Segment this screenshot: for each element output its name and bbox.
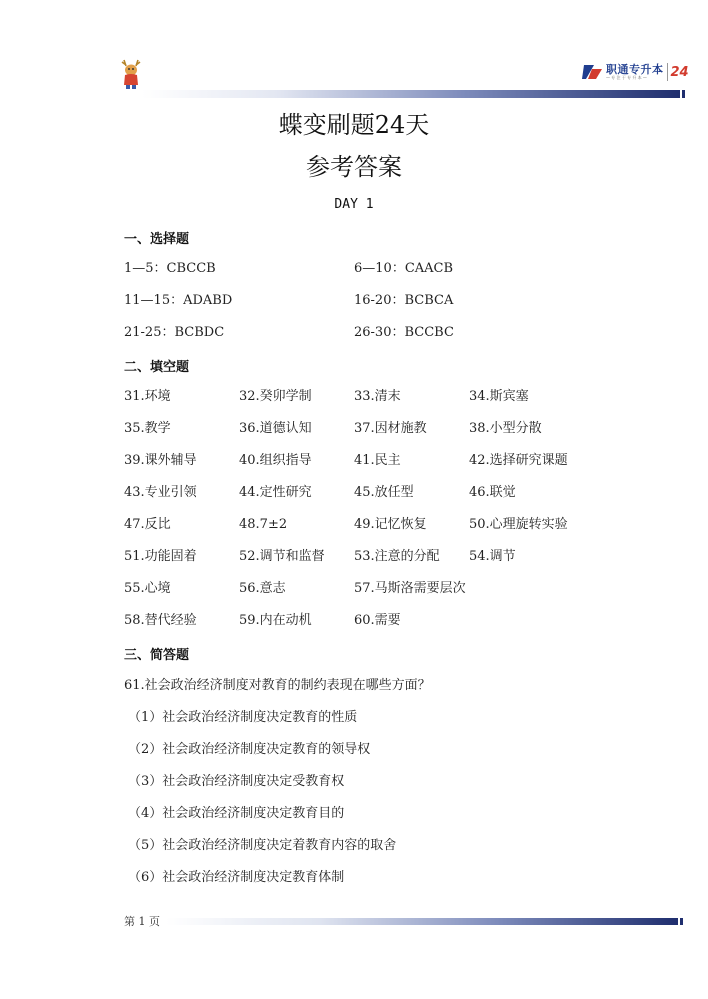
- brand-slogan: — 专 注 于 专 升 本 —: [606, 75, 647, 80]
- answer-cell: 44.定性研究: [239, 485, 312, 500]
- answer-cell: 16-20：BCBCA: [354, 293, 454, 308]
- answer-cell: 38.小型分散: [469, 421, 542, 436]
- answer-cell: 32.癸卯学制: [239, 389, 312, 404]
- answer-cell: 26-30：BCCBC: [354, 325, 454, 340]
- answer-cell: 36.道德认知: [239, 421, 312, 436]
- footer-rule: [166, 918, 678, 925]
- brand-badge: 24: [670, 64, 689, 80]
- answer-line: （6）社会政治经济制度决定教育体制: [128, 870, 345, 885]
- day-label: DAY 1: [334, 197, 374, 212]
- answer-cell: 58.替代经验: [124, 613, 197, 628]
- answer-cell: 33.清末: [354, 389, 401, 404]
- answer-cell: 43.专业引领: [124, 485, 197, 500]
- brand-mark-icon: [582, 63, 604, 81]
- answer-cell: 21-25：BCBDC: [124, 325, 225, 340]
- page-title: 蝶变刷题24天: [278, 111, 430, 139]
- answer-cell: 54.调节: [469, 549, 516, 564]
- answer-line: （1）社会政治经济制度决定教育的性质: [128, 710, 358, 725]
- answer-cell: 11—15：ADABD: [124, 293, 233, 308]
- answer-line: （4）社会政治经济制度决定教育目的: [128, 806, 345, 821]
- answer-cell: 40.组织指导: [239, 453, 312, 468]
- page-subtitle: 参考答案: [306, 153, 402, 181]
- answer-cell: 53.注意的分配: [354, 549, 440, 564]
- answer-cell: 46.联觉: [469, 485, 516, 500]
- section-heading-short: 三、简答题: [124, 648, 190, 663]
- brand-logo: [582, 61, 689, 83]
- answer-cell: 55.心境: [124, 581, 171, 596]
- question-text: 61.社会政治经济制度对教育的制约表现在哪些方面？: [124, 678, 431, 693]
- answer-line: （5）社会政治经济制度决定着教育内容的取舍: [128, 838, 397, 853]
- answer-cell: 1—5：CBCCB: [124, 261, 216, 276]
- answer-cell: 50.心理旋转实验: [469, 517, 568, 532]
- deer-mascot-icon: [118, 58, 144, 90]
- answer-cell: 34.斯宾塞: [469, 389, 529, 404]
- answer-cell: 41.民主: [354, 453, 401, 468]
- answer-cell: 39.课外辅导: [124, 453, 197, 468]
- answer-cell: 31.环境: [124, 389, 171, 404]
- answer-cell: 60.需要: [354, 613, 401, 628]
- answer-line: （3）社会政治经济制度决定受教育权: [128, 774, 345, 789]
- answer-cell: 37.因材施教: [354, 421, 427, 436]
- answer-cell: 49.记忆恢复: [354, 517, 427, 532]
- section-heading-fill: 二、填空题: [124, 360, 190, 375]
- answer-cell: 45.放任型: [354, 485, 414, 500]
- answer-line: （2）社会政治经济制度决定教育的领导权: [128, 742, 371, 757]
- header-rule: [142, 90, 680, 98]
- answer-cell: 59.内在动机: [239, 613, 312, 628]
- page-number: 第 1 页: [124, 915, 160, 928]
- answer-cell: 35.教学: [124, 421, 171, 436]
- answer-cell: 51.功能固着: [124, 549, 197, 564]
- section-heading-choice: 一、选择题: [124, 232, 190, 247]
- answer-cell: 6—10：CAACB: [354, 261, 454, 276]
- answer-cell: 57.马斯洛需要层次: [354, 581, 466, 596]
- answer-cell: 48.7±2: [239, 517, 288, 532]
- brand-name: 职通专升本: [606, 63, 664, 76]
- answer-cell: 42.选择研究课题: [469, 453, 568, 468]
- answer-cell: 47.反比: [124, 517, 171, 532]
- logo-divider: [667, 63, 668, 81]
- answer-cell: 52.调节和监督: [239, 549, 325, 564]
- answer-cell: 56.意志: [239, 581, 286, 596]
